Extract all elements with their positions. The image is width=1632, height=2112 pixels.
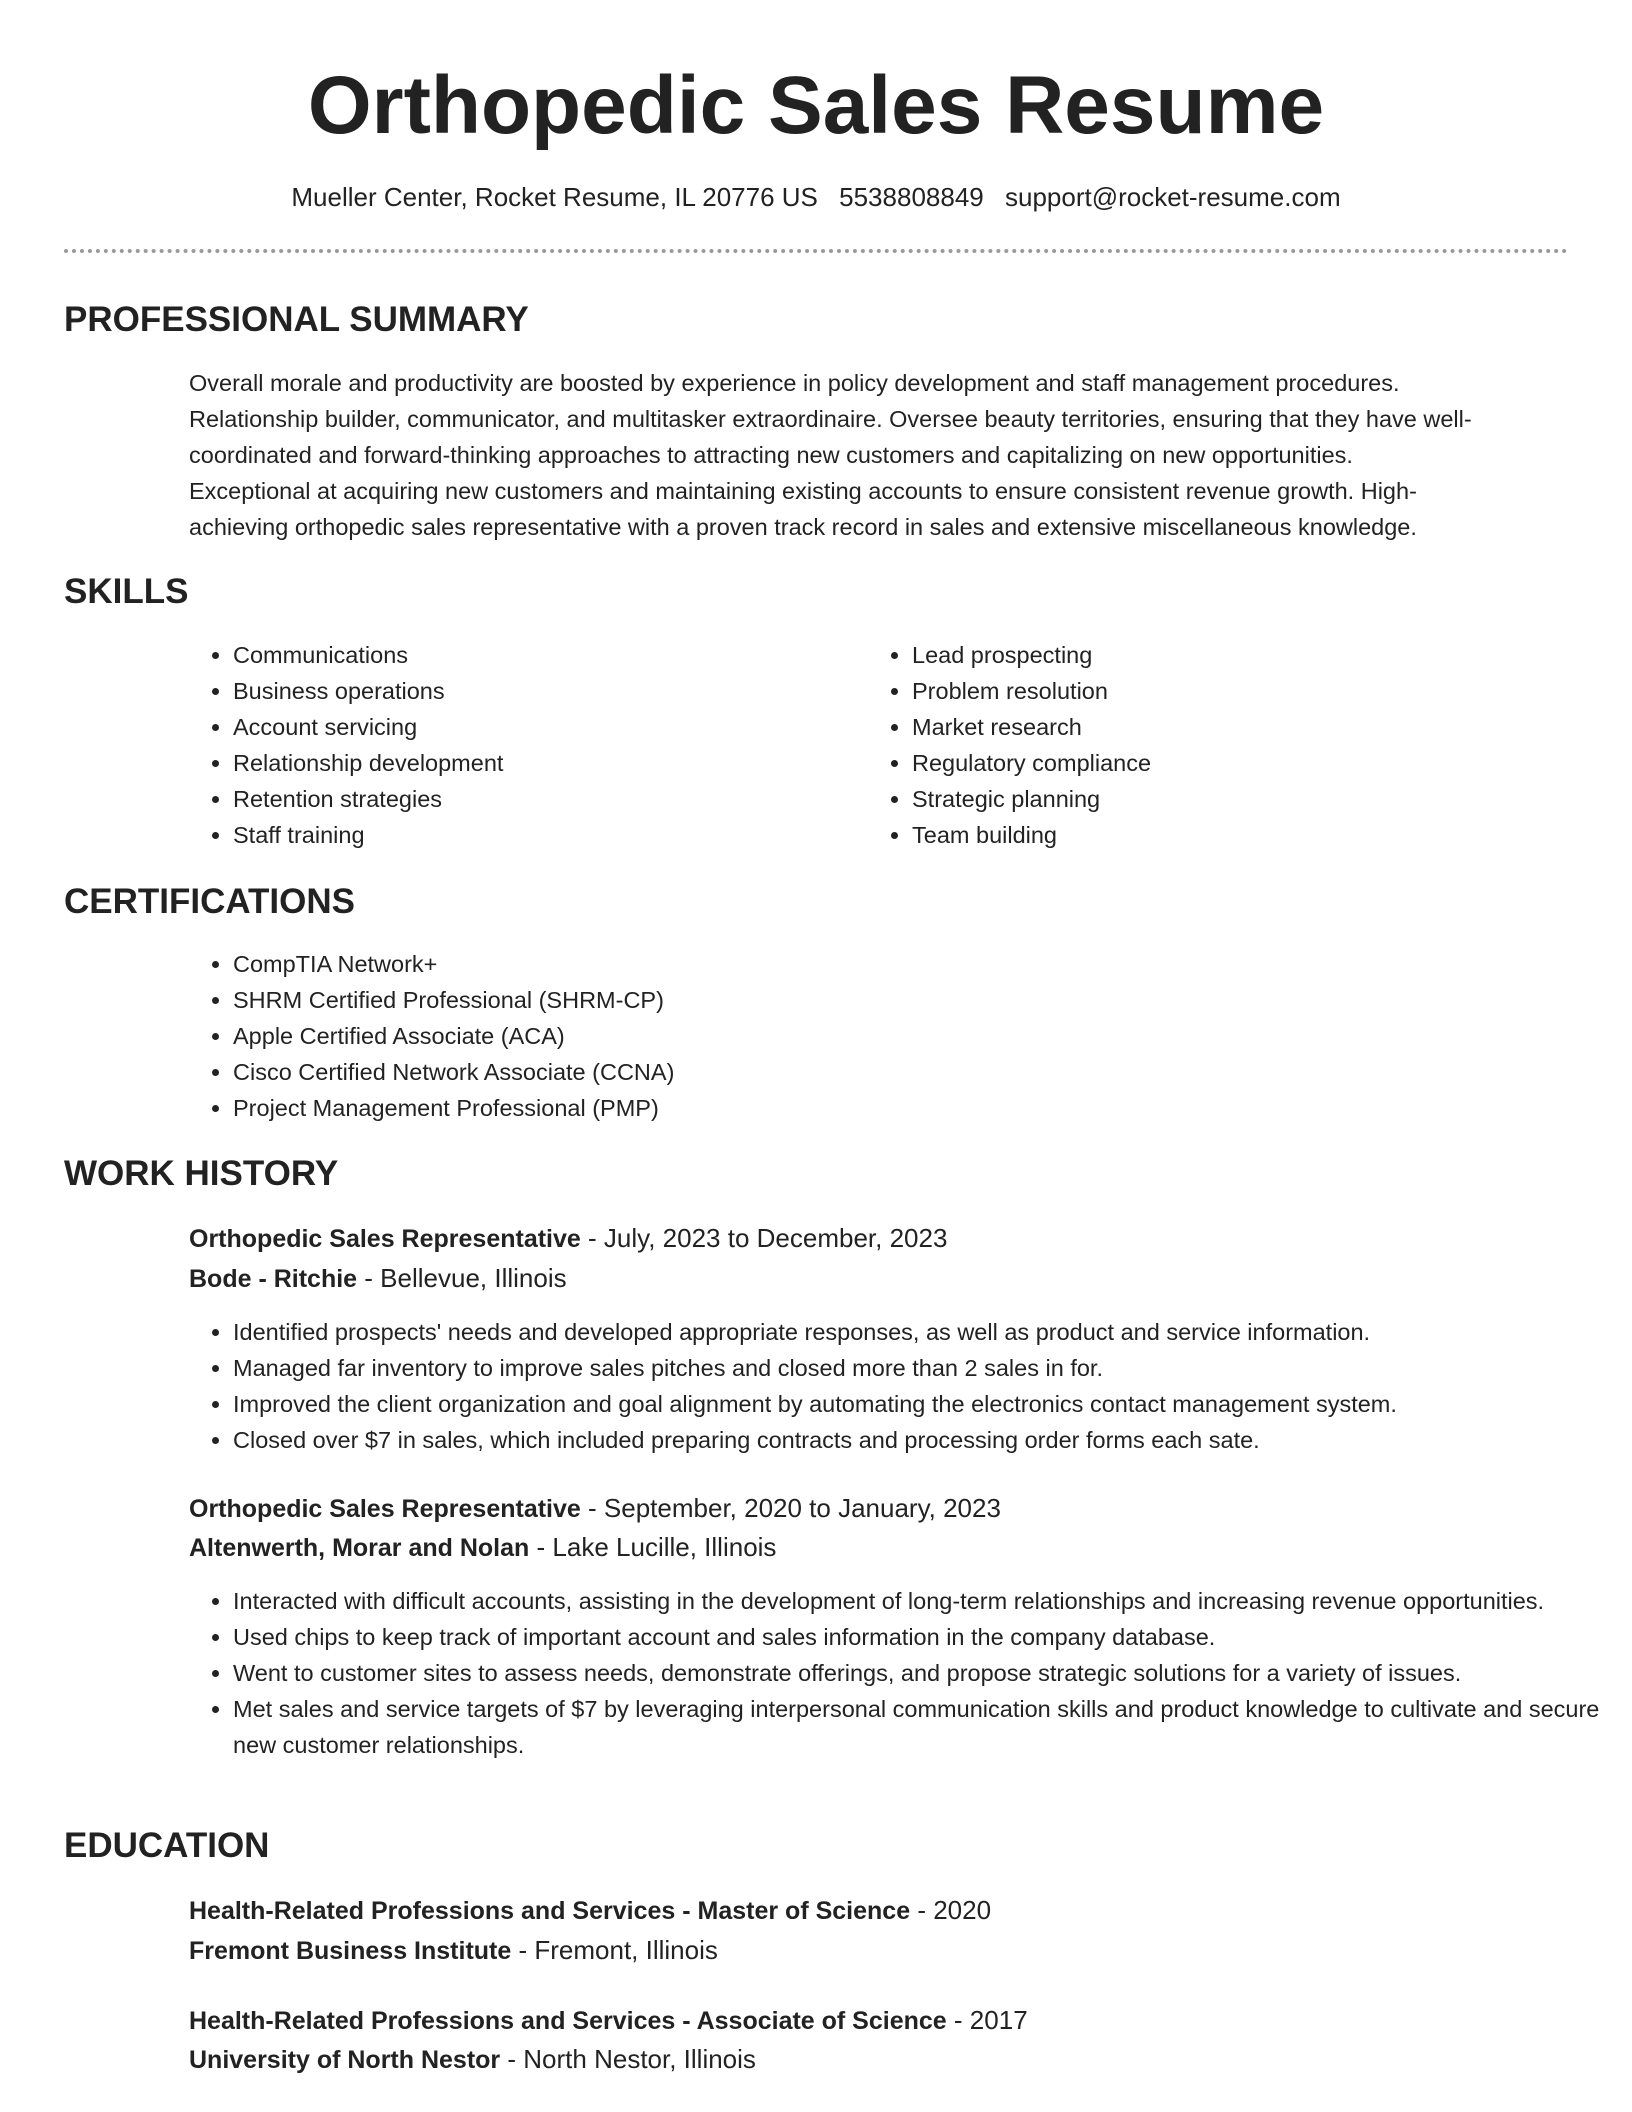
- job-dates: - July, 2023 to December, 2023: [580, 1223, 948, 1253]
- certifications-list: [189, 946, 1613, 1126]
- job-title: Orthopedic Sales Representative: [189, 1495, 581, 1523]
- job-bullet: • Went to customer sites to assess needs, demonstrate offerings, and propose strategic solutions for a variety of issues.: [233, 1655, 1613, 1691]
- certifications-heading: CERTIFICATIONS: [64, 882, 356, 921]
- skill-item: • Account servicing: [233, 709, 833, 745]
- contact-email: support@rocket-resume.com: [1004, 182, 1341, 212]
- summary-line: Overall morale and productivity are boosted by experience in policy development and staff management procedures.: [189, 370, 1400, 396]
- header-divider: [64, 249, 1568, 253]
- education-year: - 2017: [946, 2005, 1028, 2035]
- job-company: Bode - Ritchie: [189, 1265, 358, 1293]
- job-bullet: • Interacted with difficult accounts, assisting in the development of long-term relationships and increasing revenue opportunities.: [233, 1583, 1613, 1619]
- summary-line: coordinated and forward-thinking approaches to attracting new customers and capitalizing on new opportunities.: [189, 442, 1353, 468]
- job-bullets: [189, 1314, 1613, 1458]
- skill-item: • Regulatory compliance: [912, 745, 1512, 781]
- skill-item: • Market research: [912, 709, 1512, 745]
- certification-item: • Cisco Certified Network Associate (CCNA): [233, 1054, 1613, 1090]
- education-year: - 2020: [910, 1895, 992, 1925]
- job-bullets: [189, 1583, 1613, 1763]
- contact-phone: 5538808849: [839, 182, 984, 212]
- job-title-line: [189, 1490, 1001, 1527]
- education-school: University of North Nestor: [189, 2046, 501, 2074]
- certification-item: • Project Management Professional (PMP): [233, 1090, 1613, 1126]
- certification-item: • CompTIA Network+: [233, 946, 1613, 982]
- work-history-heading: WORK HISTORY: [64, 1154, 339, 1193]
- job-location: - Lake Lucille, Illinois: [529, 1532, 777, 1562]
- job-bullet: • Met sales and service targets of $7 by leveraging interpersonal communication skills and product knowledge to cultivate and secure new customer relationships.: [233, 1691, 1613, 1763]
- education-degree-line: [189, 1892, 991, 1929]
- education-location: - North Nestor, Illinois: [500, 2044, 756, 2074]
- job-bullet: • Managed far inventory to improve sales pitches and closed more than 2 sales in for.: [233, 1350, 1613, 1386]
- job-dates: - September, 2020 to January, 2023: [580, 1493, 1001, 1523]
- skills-list-left: [189, 637, 833, 853]
- skill-item: • Lead prospecting: [912, 637, 1512, 673]
- job-title-line: [189, 1220, 947, 1257]
- education-degree-line: [189, 2002, 1028, 2039]
- education-school-line: [189, 2041, 756, 2078]
- certification-item: • SHRM Certified Professional (SHRM-CP): [233, 982, 1613, 1018]
- skills-list-right: [868, 637, 1512, 853]
- skill-item: • Team building: [912, 817, 1512, 853]
- job-bullet: • Identified prospects' needs and developed appropriate responses, as well as product and service information.: [233, 1314, 1613, 1350]
- job-company-line: [189, 1260, 567, 1297]
- education-school-line: [189, 1932, 718, 1969]
- summary-heading: PROFESSIONAL SUMMARY: [64, 300, 529, 339]
- skill-item: • Strategic planning: [912, 781, 1512, 817]
- education-school: Fremont Business Institute: [189, 1937, 512, 1965]
- education-location: - Fremont, Illinois: [511, 1935, 718, 1965]
- skill-item: • Staff training: [233, 817, 833, 853]
- job-company: Altenwerth, Morar and Nolan: [189, 1534, 530, 1562]
- skill-item: • Retention strategies: [233, 781, 833, 817]
- summary-line: Relationship builder, communicator, and multitasker extraordinaire. Oversee beauty territories, ensuring that they have well-: [189, 406, 1472, 432]
- contact-address: Mueller Center, Rocket Resume, IL 20776 US: [291, 182, 818, 212]
- skill-item: • Problem resolution: [912, 673, 1512, 709]
- education-heading: EDUCATION: [64, 1826, 270, 1865]
- summary-text: [189, 365, 1559, 545]
- certification-item: • Apple Certified Associate (ACA): [233, 1018, 1613, 1054]
- summary-line: achieving orthopedic sales representative with a proven track record in sales and extensive miscellaneous knowledge.: [189, 514, 1417, 540]
- summary-line: Exceptional at acquiring new customers and maintaining existing accounts to ensure consistent revenue growth. High-: [189, 478, 1417, 504]
- skill-item: • Communications: [233, 637, 833, 673]
- skill-item: • Relationship development: [233, 745, 833, 781]
- job-bullet: • Used chips to keep track of important account and sales information in the company database.: [233, 1619, 1613, 1655]
- skill-item: • Business operations: [233, 673, 833, 709]
- job-location: - Bellevue, Illinois: [357, 1263, 567, 1293]
- page-title: Orthopedic Sales Resume: [307, 60, 1325, 151]
- education-degree: Health-Related Professions and Services - Associate of Science: [189, 2007, 947, 2035]
- contact-line: [0, 180, 1632, 214]
- job-title: Orthopedic Sales Representative: [189, 1225, 581, 1253]
- job-bullet: • Closed over $7 in sales, which included preparing contracts and processing order forms each sate.: [233, 1422, 1613, 1458]
- skills-heading: SKILLS: [64, 572, 189, 611]
- job-bullet: • Improved the client organization and goal alignment by automating the electronics contact management system.: [233, 1386, 1613, 1422]
- education-degree: Health-Related Professions and Services - Master of Science: [189, 1897, 911, 1925]
- job-company-line: [189, 1529, 776, 1566]
